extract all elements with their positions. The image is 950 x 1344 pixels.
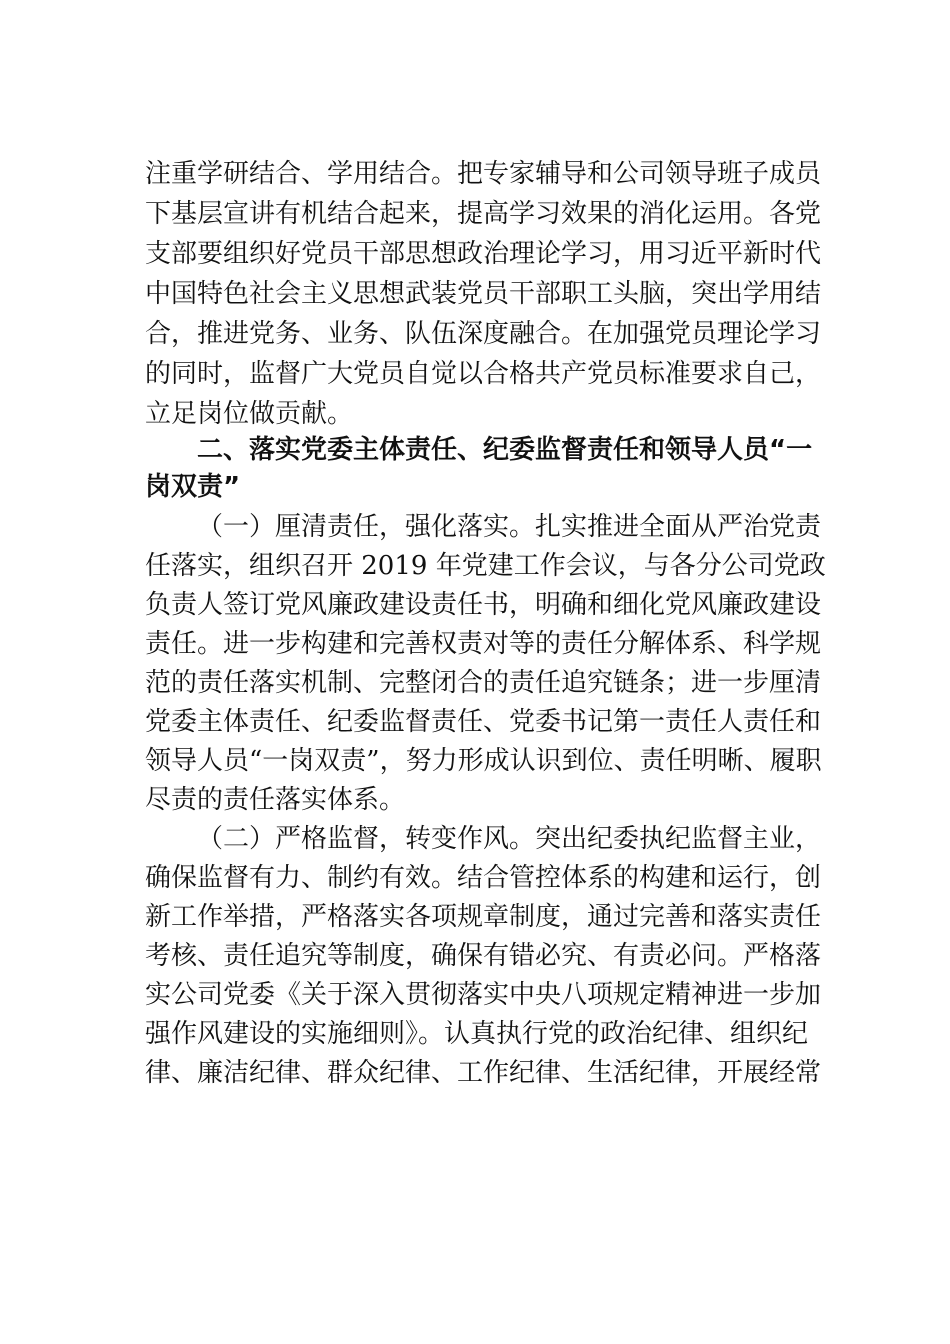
- body-text-line: 的同时，监督广大党员自觉以合格共产党员标准要求自己，: [145, 359, 822, 389]
- body-text-line: 考核、责任追究等制度，确保有错必究、有责必问。严格落: [145, 941, 822, 971]
- body-text-line: 律、廉洁纪律、群众纪律、工作纪律、生活纪律，开展经常: [145, 1058, 822, 1088]
- section-heading-continued: 岗双责”: [145, 472, 241, 502]
- body-text-line: 范的责任落实机制、完整闭合的责任追究链条；进一步厘清: [145, 668, 822, 698]
- body-text-line: 新工作举措，严格落实各项规章制度，通过完善和落实责任: [145, 902, 822, 932]
- body-text-line: 党委主体责任、纪委监督责任、党委书记第一责任人责任和: [145, 707, 822, 737]
- body-text-line: 确保监督有力、制约有效。结合管控体系的构建和运行，创: [145, 863, 822, 893]
- body-text-line: 任落实，组织召开 2019 年党建工作会议，与各分公司党政: [145, 551, 826, 581]
- body-text-line: 合，推进党务、业务、队伍深度融合。在加强党员理论学习: [145, 319, 822, 349]
- body-text-line: 下基层宣讲有机结合起来，提高学习效果的消化运用。各党: [145, 199, 822, 229]
- body-text-line: 中国特色社会主义思想武装党员干部职工头脑，突出学用结: [145, 279, 822, 309]
- body-text-line: 实公司党委《关于深入贯彻落实中央八项规定精神进一步加: [145, 980, 822, 1010]
- body-text-line: 领导人员“一岗双责”，努力形成认识到位、责任明晰、履职: [145, 746, 822, 776]
- body-text-line: 强作风建设的实施细则》。认真执行党的政治纪律、组织纪: [145, 1019, 809, 1049]
- body-text-line: 支部要组织好党员干部思想政治理论学习，用习近平新时代: [145, 239, 822, 269]
- section-heading: 二、落实党委主体责任、纪委监督责任和领导人员“一: [197, 435, 813, 465]
- body-text-line: 立足岗位做贡献。: [145, 399, 354, 429]
- body-text-line: 负责人签订党风廉政建设责任书，明确和细化党风廉政建设: [145, 590, 822, 620]
- body-text-line: 尽责的责任落实体系。: [145, 785, 406, 815]
- body-text-line: 注重学研结合、学用结合。把专家辅导和公司领导班子成员: [145, 159, 822, 189]
- body-text-line: 责任。进一步构建和完善权责对等的责任分解体系、科学规: [145, 629, 822, 659]
- subsection-paragraph-start: （二）严格监督，转变作风。突出纪委执纪监督主业，: [197, 824, 822, 854]
- subsection-paragraph-start: （一）厘清责任，强化落实。扎实推进全面从严治党责: [197, 512, 822, 542]
